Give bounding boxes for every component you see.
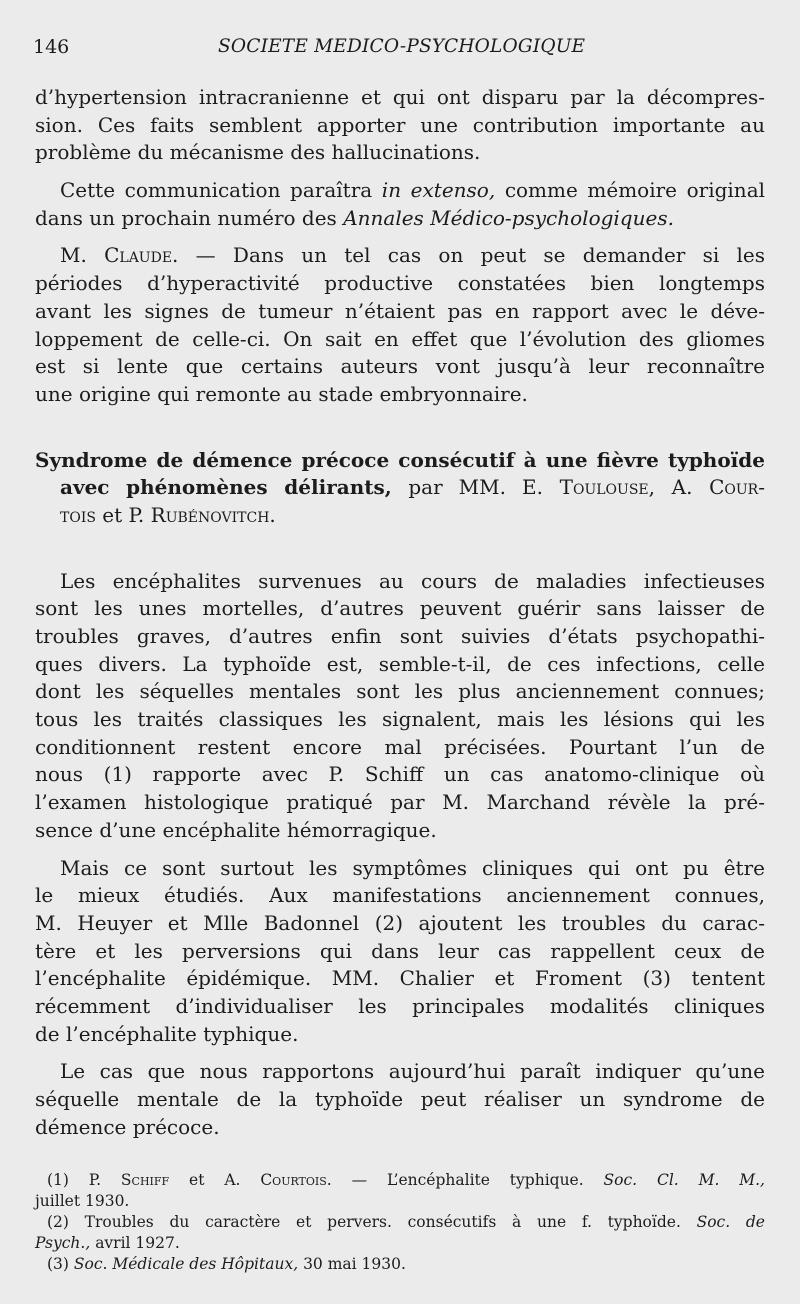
footnote-1-cont: juillet 1930. (35, 1192, 130, 1210)
text-line: loppement de celle-ci. On sait en effet que l’évolution des gliomes (35, 326, 765, 351)
text-line: sence d’une encéphalite hémorragique. (35, 817, 437, 842)
author-name: Rubénovitch. (150, 502, 276, 527)
text-span: — Dans un tel cas on peut se demander si les (195, 243, 765, 268)
author-name: Toulouse, (559, 475, 655, 500)
journal-title: Psych., (35, 1234, 91, 1252)
text-span: dans un prochain numéro des (35, 205, 337, 230)
text-line: récemment d’individualiser les principales modalités cliniques (35, 993, 765, 1018)
text-line: périodes d’hyperactivité productive constatées bien longtemps (35, 271, 765, 296)
text-line: d’hypertension intracranienne et qui ont disparu par la décompres- (35, 85, 765, 109)
text-line: troubles graves, d’autres enfin sont suivies d’états psychopathi- (35, 624, 765, 648)
text-span: (2) Troubles du caractère et pervers. consécutifs à une f. typhoïde. (47, 1213, 681, 1231)
text-line: tous les traités classiques les signalent, mais les lésions qui les (35, 707, 765, 732)
authors-text: par MM. E. (408, 475, 543, 500)
running-head: SOCIETE MEDICO-PSYCHOLOGIQUE (218, 36, 586, 57)
title-text: avec phénomènes délirants, (60, 475, 392, 500)
title-line: Syndrome de démence précoce consécutif à une fièvre typhoïde (35, 447, 765, 472)
author-name: Courtois. (260, 1171, 332, 1189)
text-span: M. (60, 243, 87, 268)
italic-text: in extenso, (381, 178, 496, 203)
text-span: (3) (47, 1255, 69, 1273)
text-line: Le cas que nous rapportons aujourd’hui paraît indiquer qu’une (60, 1059, 765, 1084)
text-line: l’encéphalite épidémique. MM. Chalier et Froment (3) tentent (35, 966, 765, 991)
footnotes (35, 1170, 765, 1275)
text-span: et A. (189, 1171, 241, 1189)
text-line: M. Heuyer et Mlle Badonnel (2) ajoutent les troubles du carac- (35, 910, 765, 935)
text-line: tère et les perversions qui dans leur cas rappellent ceux de (35, 938, 765, 963)
text-span: avril 1927. (95, 1234, 180, 1252)
text-line: sont les unes mortelles, d’autres peuvent guérir sans laisser de (35, 596, 765, 621)
text-line: nous (1) rapporte avec P. Schiff un cas anatomo-clinique où (35, 762, 765, 787)
text-line: Les encéphalites survenues au cours de maladies infectieuses (60, 568, 765, 593)
text-span: Cette communication paraîtra (60, 178, 373, 203)
text-line: l’examen histologique pratiqué par M. Marchand révèle la pré- (35, 790, 765, 815)
text-line: le mieux étudiés. Aux manifestations anciennement connues, (35, 883, 765, 908)
text-line: est si lente que certains auteurs vont jusqu’à leur reconnaître (35, 354, 765, 379)
journal-title: Soc. de (696, 1213, 765, 1231)
title-line (35, 474, 765, 502)
text-line (35, 205, 765, 233)
footnote-2-cont (35, 1233, 765, 1254)
text-span: comme mémoire original (504, 178, 766, 203)
journal-title: Annales Médico-psychologiques. (343, 205, 674, 230)
paragraph-symptomes (35, 855, 765, 1049)
paragraph-cas (35, 1058, 765, 1141)
journal-title: Soc. Médicale des Hôpitaux, (73, 1255, 299, 1273)
text-line: avant les signes de tumeur n’étaient pas en rapport avec le déve- (35, 298, 765, 323)
authors-text: et P. (102, 502, 145, 527)
page-header (33, 36, 773, 64)
text-line: sion. Ces faits semblent apporter une contribution importante au (35, 112, 765, 137)
speaker-name: Claude. (104, 243, 179, 268)
author-name: Cour- (709, 475, 765, 500)
page-number: 146 (33, 36, 70, 58)
text-line: séquelle mentale de la typhoïde peut réaliser un syndrome de (35, 1087, 765, 1111)
footnote-2 (35, 1212, 765, 1233)
paragraph-claude (35, 242, 765, 408)
text-line: une origine qui remonte au stade embryonnaire. (35, 381, 528, 406)
paragraph-encephalites (35, 568, 765, 845)
paragraph-communication (35, 177, 765, 232)
text-span: — L’encéphalite typhique. (351, 1171, 584, 1189)
author-name: tois (60, 502, 96, 527)
paragraph-hypertension (35, 84, 765, 167)
text-line: démence précoce. (35, 1114, 220, 1139)
section-title (35, 447, 765, 530)
footnote-1 (35, 1170, 765, 1191)
text-line: dont les séquelles mentales sont les plus anciennement connues; (35, 679, 765, 704)
authors-text: A. (671, 475, 693, 500)
text-line: problème du mécanisme des hallucinations. (35, 140, 481, 165)
main-text (35, 84, 765, 1141)
text-line: ques divers. La typhoïde est, semble-t-il, de ces infections, celle (35, 651, 765, 676)
title-line (35, 502, 765, 530)
text-line: de l’encéphalite typhique. (35, 1021, 299, 1046)
text-span: (1) P. (47, 1171, 102, 1189)
footnote-3 (35, 1254, 765, 1275)
journal-title: Soc. Cl. M. M., (603, 1171, 765, 1189)
text-span: 30 mai 1930. (303, 1255, 406, 1273)
text-line (35, 242, 765, 270)
author-name: Schiff (120, 1171, 170, 1189)
text-line: Mais ce sont surtout les symptômes cliniques qui ont pu être (60, 855, 765, 880)
text-line: conditionnent restent encore mal précisées. Pourtant l’un de (35, 734, 765, 759)
text-line (35, 177, 765, 205)
